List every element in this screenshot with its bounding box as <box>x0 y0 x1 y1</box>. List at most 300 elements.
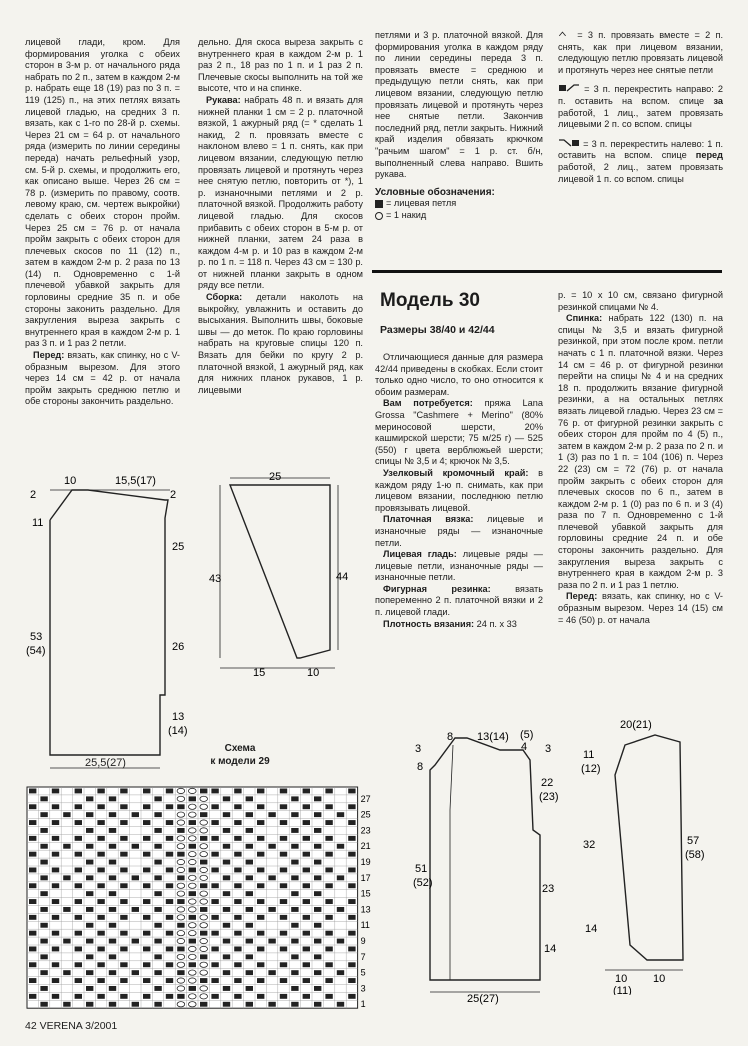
chart-knit-cell <box>97 868 104 873</box>
chart-row-label: 3 <box>360 983 366 994</box>
chart-row-label: 25 <box>360 809 371 820</box>
back30-dim-top-1: 8 <box>447 731 454 743</box>
chart-knit-cell <box>325 899 332 904</box>
yarnover-icon <box>375 212 383 220</box>
chart-knit-cell <box>348 931 355 936</box>
chart-knit-cell <box>314 986 321 991</box>
legend-cross-right-c: работой, 1 лиц., затем провязать лицевыми 2 п. со вспом. спицы <box>558 107 723 130</box>
chart-knit-cell <box>143 820 150 825</box>
chart-knit-cell <box>143 931 150 936</box>
chart-knit-cell <box>40 796 47 801</box>
chart-knit-cell <box>337 875 344 880</box>
text-column-6 <box>558 290 723 626</box>
chart-knit-cell <box>211 804 218 809</box>
chart-knit-cell <box>166 789 173 794</box>
chart-knit-cell <box>75 804 82 809</box>
chart-knit-cell <box>200 978 207 983</box>
chart-knit-cell <box>234 820 241 825</box>
chart-knit-cell <box>75 899 82 904</box>
chart-knit-cell <box>97 931 104 936</box>
chart-knit-cell <box>314 828 321 833</box>
chart-knit-cell <box>29 978 36 983</box>
chart-knit-cell <box>75 947 82 952</box>
chart-knit-cell <box>177 923 184 928</box>
chart-knit-cell <box>257 852 264 857</box>
chart-knit-cell <box>40 812 47 817</box>
chart-knit-cell <box>52 931 59 936</box>
chart-knit-cell <box>120 852 127 857</box>
chart-row-label: 15 <box>360 888 371 899</box>
chart-knit-cell <box>63 1002 70 1007</box>
chart-knit-cell <box>120 789 127 794</box>
sleeve-dim-top: 25 <box>269 471 282 483</box>
chart-knit-cell <box>86 812 93 817</box>
chart-row-label: 9 <box>360 936 366 946</box>
chart-knit-cell <box>166 868 173 873</box>
chart-knit-cell <box>132 812 139 817</box>
chart-knit-cell <box>246 923 253 928</box>
chart-knit-cell <box>29 836 36 841</box>
chart-knit-cell <box>268 844 275 849</box>
chart-knit-cell <box>189 820 196 825</box>
chart-knit-cell <box>154 860 161 865</box>
chart-knit-cell <box>200 954 207 959</box>
chart-knit-cell <box>40 923 47 928</box>
chart-knit-cell <box>52 962 59 967</box>
chart-knit-cell <box>348 883 355 888</box>
chart-knit-cell <box>109 986 116 991</box>
chart-knit-cell <box>280 899 287 904</box>
chart-knit-cell <box>291 796 298 801</box>
chart-knit-cell <box>257 978 264 983</box>
chart-knit-cell <box>325 931 332 936</box>
chart-knit-cell <box>280 836 287 841</box>
chart-knit-cell <box>132 907 139 912</box>
chart-knit-cell <box>257 899 264 904</box>
chart-knit-cell <box>223 954 230 959</box>
chart-knit-cell <box>86 860 93 865</box>
chart-knit-cell <box>280 978 287 983</box>
chart-knit-cell <box>223 875 230 880</box>
chart-knit-cell <box>291 875 298 880</box>
chart-knit-cell <box>348 852 355 857</box>
chart-knit-cell <box>234 836 241 841</box>
chart-knit-cell <box>280 915 287 920</box>
chart-knit-cell <box>337 939 344 944</box>
chart-knit-cell <box>234 899 241 904</box>
chart-knit-cell <box>348 789 355 794</box>
chart-knit-cell <box>177 852 184 857</box>
back30-dim-top-2: 13(14) <box>477 731 509 743</box>
chart-knit-cell <box>109 954 116 959</box>
chart-knit-cell <box>337 970 344 975</box>
chart-knit-cell <box>86 891 93 896</box>
chart-knit-cell <box>97 804 104 809</box>
chart-knit-cell <box>40 828 47 833</box>
sleeves-heading: Рукава: <box>206 94 241 105</box>
chart-knit-cell <box>109 1002 116 1007</box>
chart-knit-cell <box>75 836 82 841</box>
sleeve30-dim-right: 57 <box>687 835 700 847</box>
stockinette-text: лицевые ряды — лицевые петли, изнаночные ряды — изнаночные петли. <box>375 549 543 583</box>
chart-knit-cell <box>291 891 298 896</box>
chart-knit-cell <box>280 804 287 809</box>
dim-corner-left: 2 <box>30 489 37 501</box>
chart-knit-cell <box>211 852 218 857</box>
gauge-heading: Плотность вязания: <box>383 618 475 629</box>
sizes-note: Отличающиеся данные для размера 42/44 приведены в скобках. Если стоит только одно число, то оно относится к обоим размерам. <box>375 352 543 397</box>
legend-title: Условные обозначения: <box>375 186 495 198</box>
chart-knit-cell <box>246 796 253 801</box>
chart-knit-cell <box>63 939 70 944</box>
dim-left-length: 53 <box>30 631 43 643</box>
chart-knit-cell <box>325 868 332 873</box>
chart-knit-cell <box>97 852 104 857</box>
chart-knit-cell <box>303 836 310 841</box>
back30-dim-left-2: 51 <box>415 863 428 875</box>
chart-knit-cell <box>177 994 184 999</box>
chart-knit-cell <box>40 939 47 944</box>
chart-knit-cell <box>348 804 355 809</box>
chart-knit-cell <box>120 804 127 809</box>
text-column-2 <box>198 37 363 396</box>
chart-knit-cell <box>257 947 264 952</box>
chart-knit-cell <box>257 883 264 888</box>
pattern-piece-sleeve <box>205 470 370 680</box>
schema-caption <box>205 742 275 768</box>
chart-knit-cell <box>109 860 116 865</box>
chart-knit-cell <box>303 947 310 952</box>
chart-knit-cell <box>154 828 161 833</box>
dim-top-right: 15,5(17) <box>115 475 156 487</box>
chart-knit-cell <box>268 812 275 817</box>
legend-cross-left-b: перед <box>695 150 723 161</box>
text-column-3 <box>375 30 543 222</box>
chart-knit-cell <box>143 804 150 809</box>
chart-knit-cell <box>120 836 127 841</box>
chart-knit-cell <box>166 962 173 967</box>
sleeve-dim-bottom-right: 10 <box>307 667 320 679</box>
chart-knit-cell <box>40 875 47 880</box>
chart-knit-cell <box>132 939 139 944</box>
chart-knit-cell <box>246 970 253 975</box>
chart-knit-cell <box>257 915 264 920</box>
chart-knit-cell <box>303 789 310 794</box>
chart-knit-cell <box>223 986 230 991</box>
chart-knit-cell <box>166 915 173 920</box>
legend-cross-left-a: = 3 п. перекрестить налево: 1 п. оставить на вспом. спице <box>558 138 723 161</box>
chart-knit-cell <box>40 954 47 959</box>
chart-knit-cell <box>291 828 298 833</box>
dim-right-bottom-alt: (14) <box>168 725 188 737</box>
materials-heading: Вам потребуется: <box>383 398 473 409</box>
chart-knit-cell <box>200 836 207 841</box>
chart-knit-cell <box>268 907 275 912</box>
neckline-instructions: дельно. Для скоса выреза закрыть с внутреннего края в каждом 2-м р. 1 раз 2 п., 18 раз по 1 п. и 1 раз 2 п. Плечевые скосы выполнить на той же высоте, что и на спинке. <box>198 37 363 94</box>
chart-knit-cell <box>189 891 196 896</box>
chart-knit-cell <box>268 970 275 975</box>
garter-text: лицевые и изнаночные ряды — изнаночные петли. <box>375 514 543 548</box>
chart-knit-cell <box>314 875 321 880</box>
legend-yarnover-label: = 1 накид <box>386 209 427 220</box>
chart-knit-cell <box>291 844 298 849</box>
chart-knit-cell <box>120 931 127 936</box>
chart-knit-cell <box>211 883 218 888</box>
chart-knit-cell <box>303 915 310 920</box>
chart-knit-cell <box>246 939 253 944</box>
chart-knit-cell <box>86 954 93 959</box>
chart-knit-cell <box>166 820 173 825</box>
chart-knit-cell <box>97 947 104 952</box>
chart-knit-cell <box>211 868 218 873</box>
chart-knit-cell <box>314 891 321 896</box>
legend-cross-right-a: = 3 п. перекрестить направо: 2 п. оставить на вспом. спице <box>558 84 723 106</box>
back30-dim-top-3: (5) <box>520 730 534 741</box>
chart-knit-cell <box>63 844 70 849</box>
chart-knit-cell <box>257 994 264 999</box>
chart-knit-cell <box>109 812 116 817</box>
chart-knit-cell <box>246 907 253 912</box>
chart-knit-cell <box>75 883 82 888</box>
front30-heading: Перед: <box>566 591 598 602</box>
chart-knit-cell <box>177 899 184 904</box>
chart-row-label: 23 <box>360 825 371 836</box>
chart-knit-cell <box>246 954 253 959</box>
text-column-1 <box>25 37 180 408</box>
chart-row-label: 5 <box>360 967 366 978</box>
sleeve30-dim-bottom-1: 10 <box>615 973 628 985</box>
chart-knit-cell <box>211 915 218 920</box>
chart-knit-cell <box>314 907 321 912</box>
chart-knit-cell <box>337 1002 344 1007</box>
chart-knit-cell <box>86 986 93 991</box>
chart-knit-cell <box>303 931 310 936</box>
chart-knit-cell <box>29 931 36 936</box>
back30-dim-right-1-alt: (23) <box>539 791 559 803</box>
chart-knit-cell <box>63 970 70 975</box>
sleeve30-dim-left-3: 14 <box>585 923 598 935</box>
chart-knit-cell <box>223 907 230 912</box>
gauge-continued: р. = 10 х 10 см, связано фигурной резинкой спицами № 4. <box>558 290 723 312</box>
cross-left-icon <box>558 139 580 147</box>
chart-knit-cell <box>75 931 82 936</box>
chart-knit-cell <box>280 931 287 936</box>
chart-knit-cell <box>132 1002 139 1007</box>
chart-knit-cell <box>325 852 332 857</box>
chart-knit-cell <box>234 962 241 967</box>
chart-knit-cell <box>189 939 196 944</box>
chart-knit-cell <box>325 883 332 888</box>
chart-knit-cell <box>280 962 287 967</box>
chart-knit-cell <box>75 962 82 967</box>
chart-knit-cell <box>234 947 241 952</box>
chart-knit-cell <box>97 820 104 825</box>
chart-knit-cell <box>314 954 321 959</box>
chart-knit-cell <box>348 978 355 983</box>
chart-knit-cell <box>325 962 332 967</box>
chart-knit-cell <box>29 852 36 857</box>
chart-knit-cell <box>29 947 36 952</box>
chart-knit-cell <box>211 789 218 794</box>
chart-knit-cell <box>143 962 150 967</box>
chart-knit-cell <box>211 994 218 999</box>
chart-knit-cell <box>166 931 173 936</box>
schema-caption-line1: Схема <box>224 743 256 754</box>
chart-knit-cell <box>246 891 253 896</box>
rib-text: вязать попеременно 2 п. платочной вязки и 2 п. лицевой глади. <box>375 583 544 618</box>
chart-knit-cell <box>120 962 127 967</box>
dim-bottom: 25,5(27) <box>85 757 126 769</box>
chart-knit-cell <box>109 939 116 944</box>
chart-knit-cell <box>75 994 82 999</box>
chart-knit-cell <box>303 868 310 873</box>
chart-knit-cell <box>200 812 207 817</box>
chart-knit-cell <box>63 907 70 912</box>
chart-knit-cell <box>234 804 241 809</box>
chart-knit-cell <box>268 1002 275 1007</box>
chart-knit-cell <box>154 1002 161 1007</box>
legend-yarnover <box>375 210 543 222</box>
chart-knit-cell <box>52 836 59 841</box>
chart-knit-cell <box>234 915 241 920</box>
chart-knit-cell <box>40 907 47 912</box>
chart-knit-cell <box>154 907 161 912</box>
chart-knit-cell <box>211 836 218 841</box>
chart-knit-cell <box>246 1002 253 1007</box>
chart-knit-cell <box>120 915 127 920</box>
chart-knit-cell <box>177 947 184 952</box>
chart-knit-cell <box>86 796 93 801</box>
chart-knit-cell <box>314 844 321 849</box>
chart-knit-cell <box>154 796 161 801</box>
legend-cross-right-b: за <box>713 95 723 106</box>
front30-text: вязать, как спинку, но с V-образным вырезом. Через 14 (15) см = 46 (50) р. от начала <box>558 591 723 625</box>
chart-knit-cell <box>177 828 184 833</box>
chart-knit-cell <box>109 796 116 801</box>
chart-knit-cell <box>52 804 59 809</box>
chart-knit-cell <box>97 962 104 967</box>
chart-knit-cell <box>337 844 344 849</box>
back-instructions: лицевой глади, кром. Для формирования уголка с обеих сторон в 3-м р. от начального ряда набрать по 2 п., затем в каждом 2-м р. набрать еще 18 (19) раз по 3 п. = 119 (125) п., на этих петлях вязать лицевой гладью, на средних 3 п. вязать, как с 1-го по 28-й р. схемы. Через 21 см = 64 р. от начального ряда (измерить по линии середины переда) начать рельефный узор, см. 5-й р. схемы, и продолжить его, как описано выше. Через 26 см = 78 р. (измерить по правому, соотв. левому краю, см. чертеж выкройки) сделать с обеих сторон пройм. Через 25 см = 76 р. от начала пройм закрыть с обеих сторон для плечевых скосов по 11 (12) п., затем в каждом 2-м р. 2 раза по 13 (14) п. Одновременно с 1-й плечевой убавкой закрыть для горловины средние 35 п. и обе стороны законить раздельно. Для закругления выреза закрыть с внутреннего края в каждом 2-м р. 1 раз 3 п. и 1 раз 2 петли. <box>25 37 180 349</box>
chart-knit-cell <box>303 899 310 904</box>
chart-knit-cell <box>75 820 82 825</box>
dim-right-armhole: 25 <box>172 541 185 553</box>
chart-knit-cell <box>348 947 355 952</box>
chart-knit-cell <box>325 820 332 825</box>
dim-left-neck: 11 <box>32 517 44 529</box>
chart-knit-cell <box>314 812 321 817</box>
chart-knit-cell <box>143 868 150 873</box>
sleeve-dim-right: 44 <box>336 571 349 583</box>
chart-knit-cell <box>40 970 47 975</box>
chart-knit-cell <box>40 1002 47 1007</box>
chart-knit-cell <box>40 844 47 849</box>
chart-knit-cell <box>200 1002 207 1007</box>
chart-knit-cell <box>211 978 218 983</box>
chart-knit-cell <box>86 828 93 833</box>
chart-knit-cell <box>109 907 116 912</box>
chart-knit-cell <box>154 970 161 975</box>
chart-knit-cell <box>234 852 241 857</box>
chart-knit-cell <box>109 891 116 896</box>
chart-knit-cell <box>246 828 253 833</box>
chart-knit-cell <box>257 836 264 841</box>
chart-knit-cell <box>314 939 321 944</box>
chart-knit-cell <box>120 868 127 873</box>
chart-knit-cell <box>291 860 298 865</box>
chart-knit-cell <box>86 875 93 880</box>
chart-knit-cell <box>52 789 59 794</box>
chart-knit-cell <box>143 883 150 888</box>
sleeve30-dim-right-alt: (58) <box>685 849 705 861</box>
chart-knit-cell <box>166 947 173 952</box>
legend-knit <box>375 198 543 210</box>
sleeve30-dim-left-2: 32 <box>583 839 596 851</box>
chart-knit-cell <box>132 844 139 849</box>
chart-knit-cell <box>109 828 116 833</box>
assembly-instructions: детали наколоть на выкройку, увлажнить и оставить до высыхания. Выполнить швы, боковые швы — до меток. По краю горловины набрать на круговые спицы 120 п. Вязать для бейки по кругу 2 р. платочной вязкой, 1 ажурный ряд, как для нижних планок рукавов, 1 р. лицевыми <box>198 292 363 395</box>
chart-knit-cell <box>234 994 241 999</box>
chart-knit-cell <box>166 883 173 888</box>
chart-knit-cell <box>280 789 287 794</box>
pattern-piece-sleeve-30 <box>575 720 725 995</box>
chart-knit-cell <box>291 954 298 959</box>
chart-knit-cell <box>234 931 241 936</box>
chart-knit-cell <box>223 891 230 896</box>
chart-knit-cell <box>52 868 59 873</box>
chart-knit-cell <box>29 820 36 825</box>
chart-knit-cell <box>303 994 310 999</box>
chart-knit-cell <box>154 939 161 944</box>
chart-knit-cell <box>52 915 59 920</box>
back30-dim-bottom: 25(27) <box>467 993 499 1005</box>
chart-knit-cell <box>52 978 59 983</box>
chart-knit-cell <box>325 789 332 794</box>
chart-knit-cell <box>223 923 230 928</box>
chart-knit-cell <box>120 820 127 825</box>
chart-knit-cell <box>52 994 59 999</box>
dim-right-bottom: 13 <box>172 711 185 723</box>
gauge-text: 24 п. х 33 <box>474 618 517 629</box>
chart-knit-cell <box>280 868 287 873</box>
back30-dim-corner-left: 3 <box>415 743 422 755</box>
chart-knit-cell <box>291 939 298 944</box>
text-column-5 <box>375 352 543 630</box>
chart-knit-cell <box>325 915 332 920</box>
chart-knit-cell <box>348 899 355 904</box>
pattern-piece-back <box>20 470 190 770</box>
chart-knit-cell <box>268 939 275 944</box>
chart-knit-cell <box>154 986 161 991</box>
chart-knit-cell <box>75 868 82 873</box>
chart-knit-cell <box>314 860 321 865</box>
chart-knit-cell <box>257 804 264 809</box>
chart-knit-cell <box>97 836 104 841</box>
chart-knit-cell <box>143 947 150 952</box>
chart-knit-cell <box>166 836 173 841</box>
chart-knit-cell <box>314 970 321 975</box>
chart-knit-cell <box>223 939 230 944</box>
chart-knit-cell <box>291 923 298 928</box>
chart-knit-cell <box>223 828 230 833</box>
chart-knit-cell <box>29 962 36 967</box>
chart-knit-cell <box>268 875 275 880</box>
chart-knit-cell <box>303 883 310 888</box>
model-sizes: Размеры 38/40 и 42/44 <box>380 324 495 336</box>
chart-knit-cell <box>63 812 70 817</box>
chart-knit-cell <box>325 994 332 999</box>
back30-dim-right-1: 22 <box>541 777 554 789</box>
